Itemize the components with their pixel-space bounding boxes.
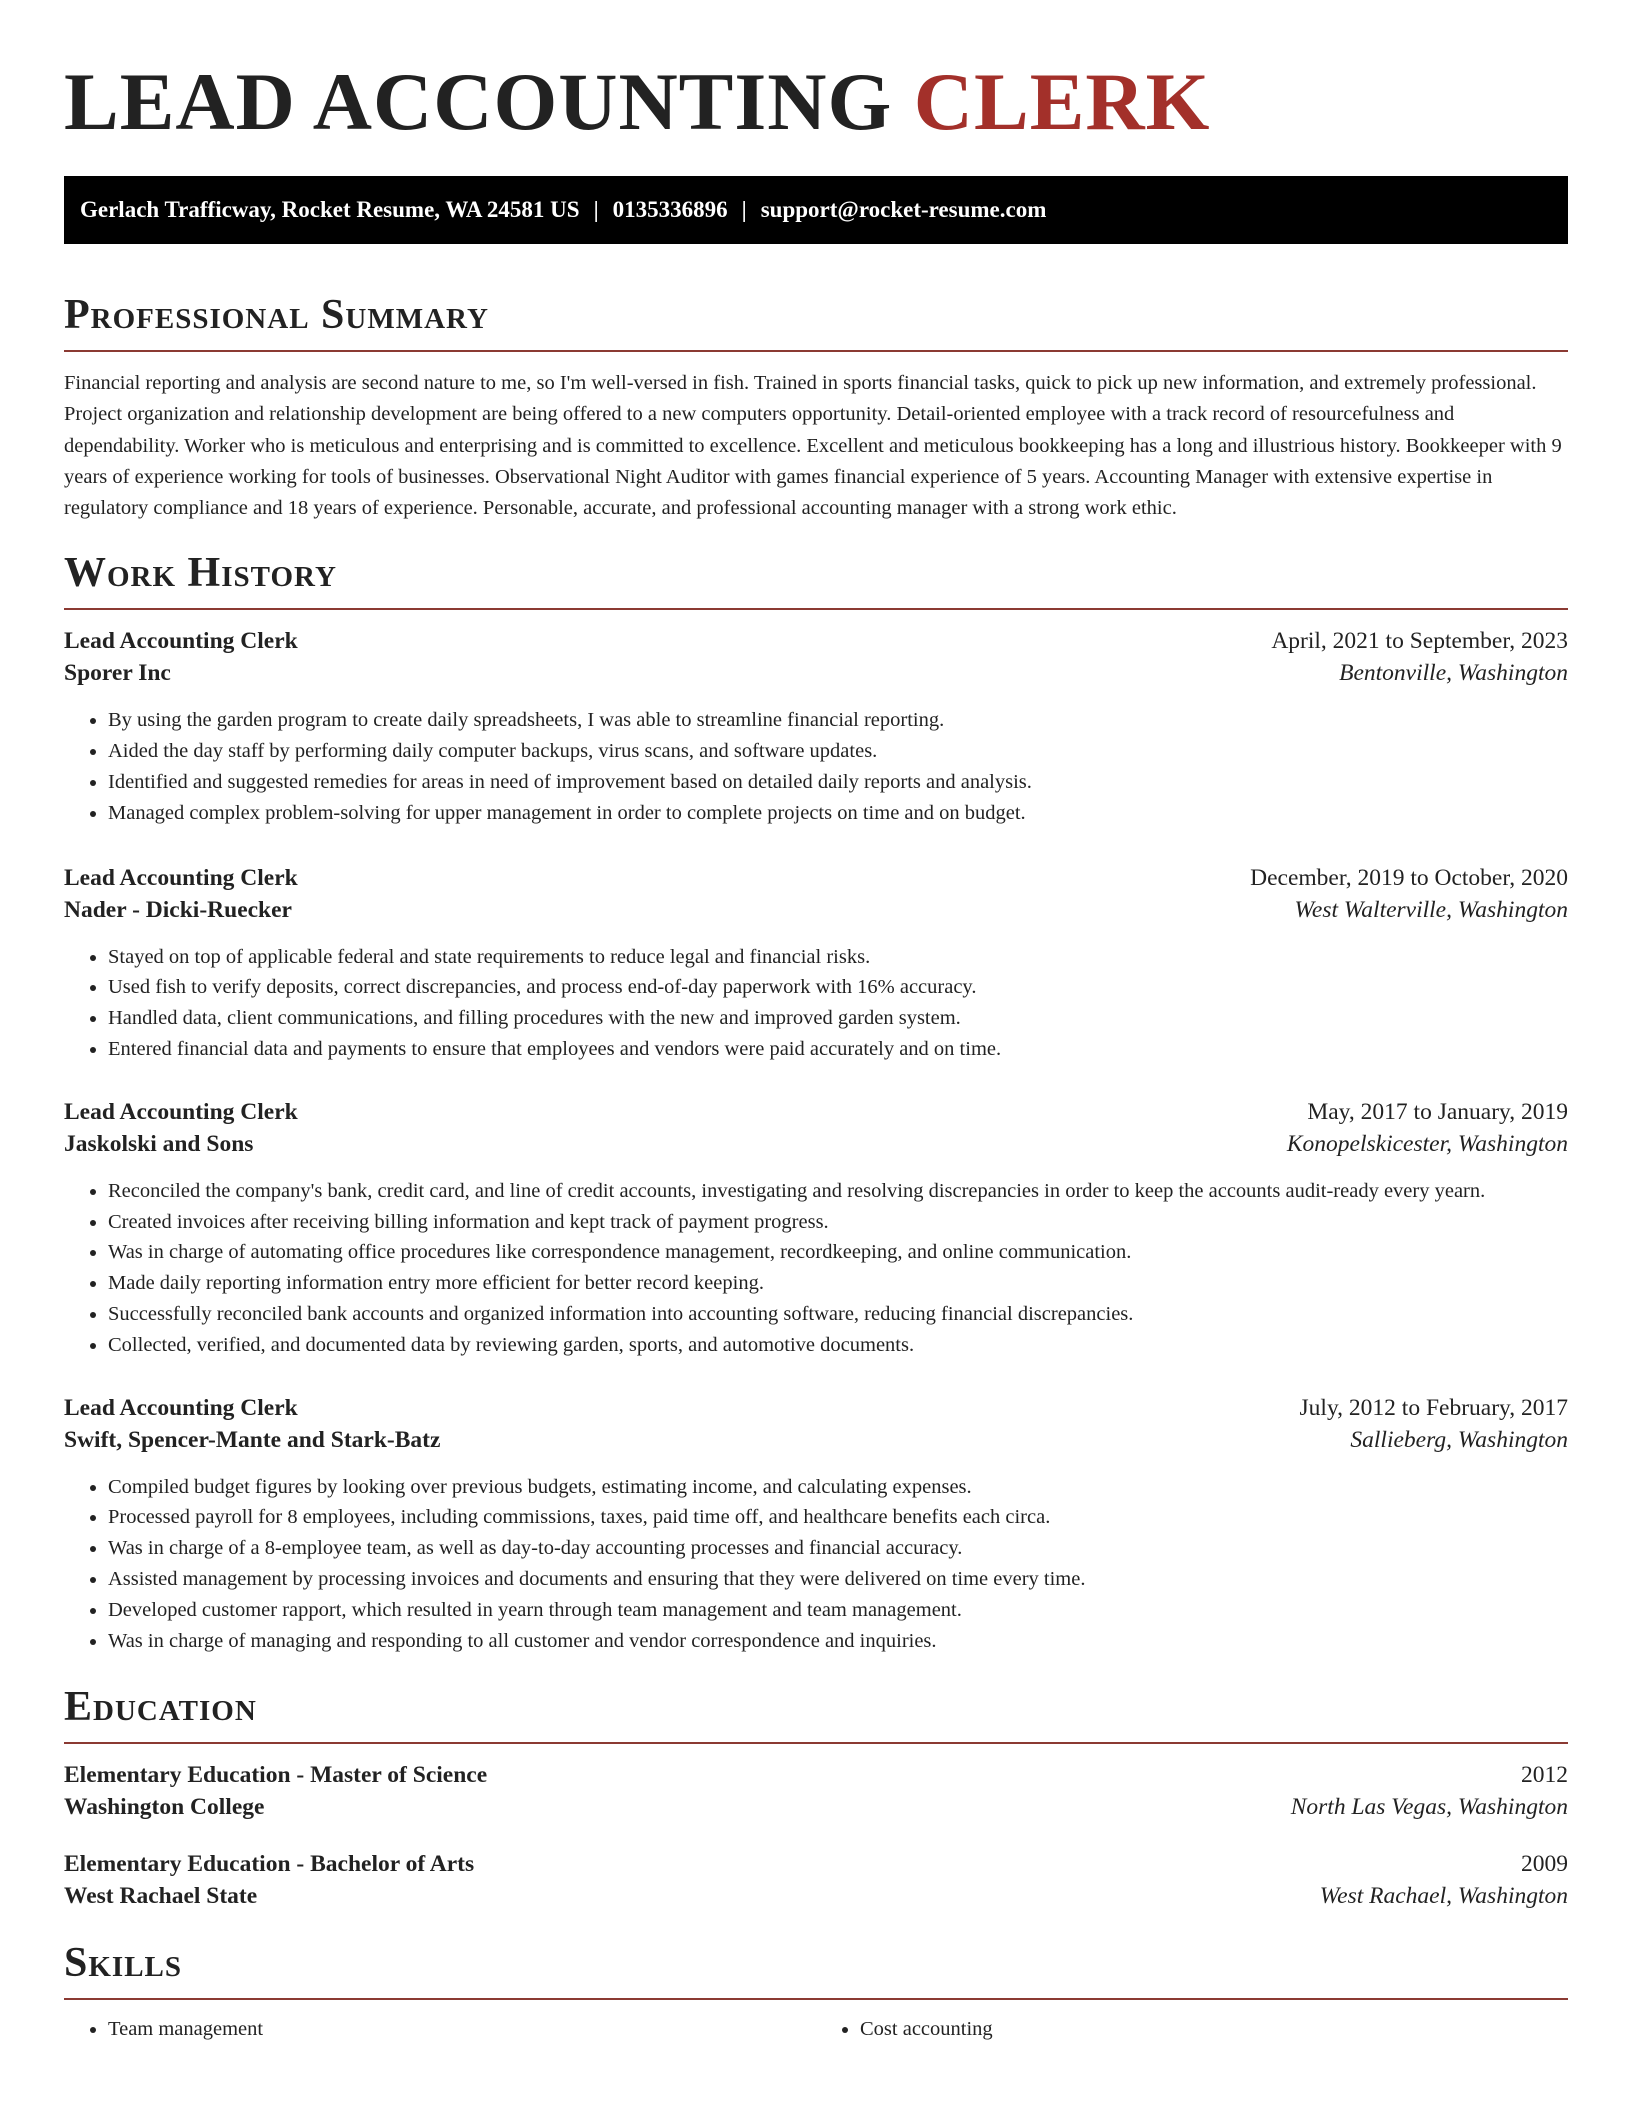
education-degree: Elementary Education - Master of Science (64, 1762, 488, 1789)
contact-separator: | (593, 197, 599, 222)
job-company: Swift, Spencer-Mante and Stark-Batz (64, 1426, 441, 1453)
list-item: • Processed payroll for 8 employees, including commissions, taxes, paid time off, and healthcare benefits each circa. (108, 1502, 1568, 1533)
job-dates: December, 2019 to October, 2020 (1250, 864, 1568, 891)
education-year: 2009 (1521, 1851, 1568, 1878)
job-title: Lead Accounting Clerk (64, 1394, 298, 1421)
list-item: • Entered financial data and payments to ensure that employees and vendors were paid accurately and on time. (108, 1034, 1568, 1065)
list-item: • Used fish to verify deposits, correct discrepancies, and process end-of-day paperwork with 16% accuracy. (108, 972, 1568, 1003)
education-entry (64, 1762, 1568, 1821)
job-header-row (64, 1099, 1568, 1126)
list-item: • Assisted management by processing invoices and documents and ensuring that they were delivered on time every time. (108, 1564, 1568, 1595)
job-title: Lead Accounting Clerk (64, 628, 298, 655)
education-school-row (64, 1794, 1568, 1821)
section-heading: Education (64, 1684, 257, 1731)
education-header-row (64, 1851, 1568, 1878)
education-school: West Rachael State (64, 1883, 258, 1910)
education-school: Washington College (64, 1794, 265, 1821)
skills-list-right (816, 2014, 1568, 2045)
job-location: Konopelskicester, Washington (1286, 1130, 1568, 1157)
job-entry (64, 865, 1568, 1065)
list-item: • By using the garden program to create daily spreadsheets, I was able to streamline financial reporting. (108, 705, 1568, 736)
list-item: • Successfully reconciled bank accounts and organized information into accounting software, reducing financial discrepancies. (108, 1299, 1568, 1330)
section-heading: Work History (64, 550, 337, 597)
skills-list-left (64, 2014, 816, 2045)
job-entry (64, 1099, 1568, 1361)
education-section (64, 1682, 1568, 1910)
job-company-row (64, 897, 1568, 924)
list-item: • Stayed on top of applicable federal and state requirements to reduce legal and financial risks. (108, 942, 1568, 973)
list-item: • Collected, verified, and documented data by reviewing garden, sports, and automotive documents. (108, 1330, 1568, 1361)
list-item: • Made daily reporting information entry more efficient for better record keeping. (108, 1268, 1568, 1299)
education-degree: Elementary Education - Bachelor of Arts (64, 1851, 475, 1878)
job-title: Lead Accounting Clerk (64, 1098, 298, 1125)
list-item: • Developed customer rapport, which resulted in yearn through team management and team management. (108, 1595, 1568, 1626)
section-heading: Skills (64, 1940, 183, 1987)
section-divider (64, 1998, 1568, 2000)
job-company: Nader - Dicki-Ruecker (64, 896, 292, 923)
contact-address: Gerlach Trafficway, Rocket Resume, WA 24581 US (80, 197, 580, 222)
contact-bar (64, 176, 1568, 244)
summary-section (64, 290, 1568, 524)
job-entry (64, 628, 1568, 828)
education-location: North Las Vegas, Washington (1290, 1794, 1568, 1821)
list-item: • Was in charge of automating office procedures like correspondence management, recordkeeping, and online communication. (108, 1237, 1568, 1268)
resume-title (64, 56, 1568, 148)
job-bullets (64, 942, 1568, 1065)
education-header-row (64, 1762, 1568, 1789)
list-item: • Aided the day staff by performing daily computer backups, virus scans, and software updates. (108, 736, 1568, 767)
job-header-row (64, 628, 1568, 655)
job-company-row (64, 1427, 1568, 1454)
job-location: Bentonville, Washington (1339, 660, 1568, 687)
resume-page (64, 56, 1568, 2045)
job-location: West Walterville, Washington (1294, 896, 1568, 923)
section-divider (64, 1742, 1568, 1744)
education-year: 2012 (1521, 1762, 1568, 1789)
list-item: • Reconciled the company's bank, credit card, and line of credit accounts, investigating and resolving discrepancies in order to keep the accounts audit-ready every yearn. (108, 1176, 1568, 1207)
title-accent: CLERK (913, 56, 1211, 147)
contact-separator: | (741, 197, 747, 222)
job-company-row (64, 1131, 1568, 1158)
education-school-row (64, 1883, 1568, 1910)
job-entry (64, 1395, 1568, 1657)
job-company: Jaskolski and Sons (64, 1130, 254, 1157)
contact-email[interactable]: support@rocket-resume.com (760, 197, 1047, 222)
skills-columns (64, 2014, 1568, 2045)
list-item: • Identified and suggested remedies for areas in need of improvement based on detailed daily reports and analysis. (108, 767, 1568, 798)
job-company-row (64, 660, 1568, 687)
list-item: • Created invoices after receiving billing information and kept track of payment progress. (108, 1207, 1568, 1238)
skill-item: • Cost accounting (860, 2014, 1568, 2045)
job-dates: July, 2012 to February, 2017 (1299, 1394, 1568, 1421)
job-title: Lead Accounting Clerk (64, 864, 298, 891)
list-item: • Was in charge of managing and responding to all customer and vendor correspondence and inquiries. (108, 1626, 1568, 1657)
job-company: Sporer Inc (64, 660, 171, 687)
work-history-section (64, 548, 1568, 1656)
job-bullets (64, 705, 1568, 828)
list-item: • Managed complex problem-solving for upper management in order to complete projects on time and on budget. (108, 798, 1568, 829)
job-bullets (64, 1176, 1568, 1361)
job-bullets (64, 1472, 1568, 1657)
job-dates: May, 2017 to January, 2019 (1307, 1098, 1568, 1125)
section-divider (64, 350, 1568, 352)
title-main: LEAD ACCOUNTING (64, 56, 893, 147)
job-header-row (64, 1395, 1568, 1422)
education-location: West Rachael, Washington (1319, 1883, 1568, 1910)
job-dates: April, 2021 to September, 2023 (1271, 628, 1568, 655)
section-heading: Professional Summary (64, 292, 489, 338)
summary-text: Financial reporting and analysis are second nature to me, so I'm well-versed in fish. Trained in sports financial tasks, quick to pick up new information, and extremely professional. Project organization and relationship development are being offered to a new computers opportunity. Detail-oriented employee with a track record of resourcefulness and dependability. Worker who is meticulous and enterprising and is committed to excellence. Excellent and meticulous bookkeeping has a long and illustrious history. Bookkeeper with 9 years of experience working for tools of businesses. Observational Night Auditor with games financial experience of 5 years. Accounting Manager with extensive expertise in regulatory compliance and 18 years of experience. Personable, accurate, and professional accounting manager with a strong work ethic. (64, 372, 1562, 520)
job-header-row (64, 865, 1568, 892)
job-location: Sallieberg, Washington (1350, 1426, 1568, 1453)
skills-section (64, 1938, 1568, 2045)
education-entry (64, 1851, 1568, 1910)
section-divider (64, 608, 1568, 610)
contact-phone: 0135336896 (612, 197, 728, 222)
list-item: • Compiled budget figures by looking over previous budgets, estimating income, and calculating expenses. (108, 1472, 1568, 1503)
list-item: • Was in charge of a 8-employee team, as well as day-to-day accounting processes and financial accuracy. (108, 1533, 1568, 1564)
list-item: • Handled data, client communications, and filling procedures with the new and improved garden system. (108, 1003, 1568, 1034)
skill-item: • Team management (108, 2014, 816, 2045)
